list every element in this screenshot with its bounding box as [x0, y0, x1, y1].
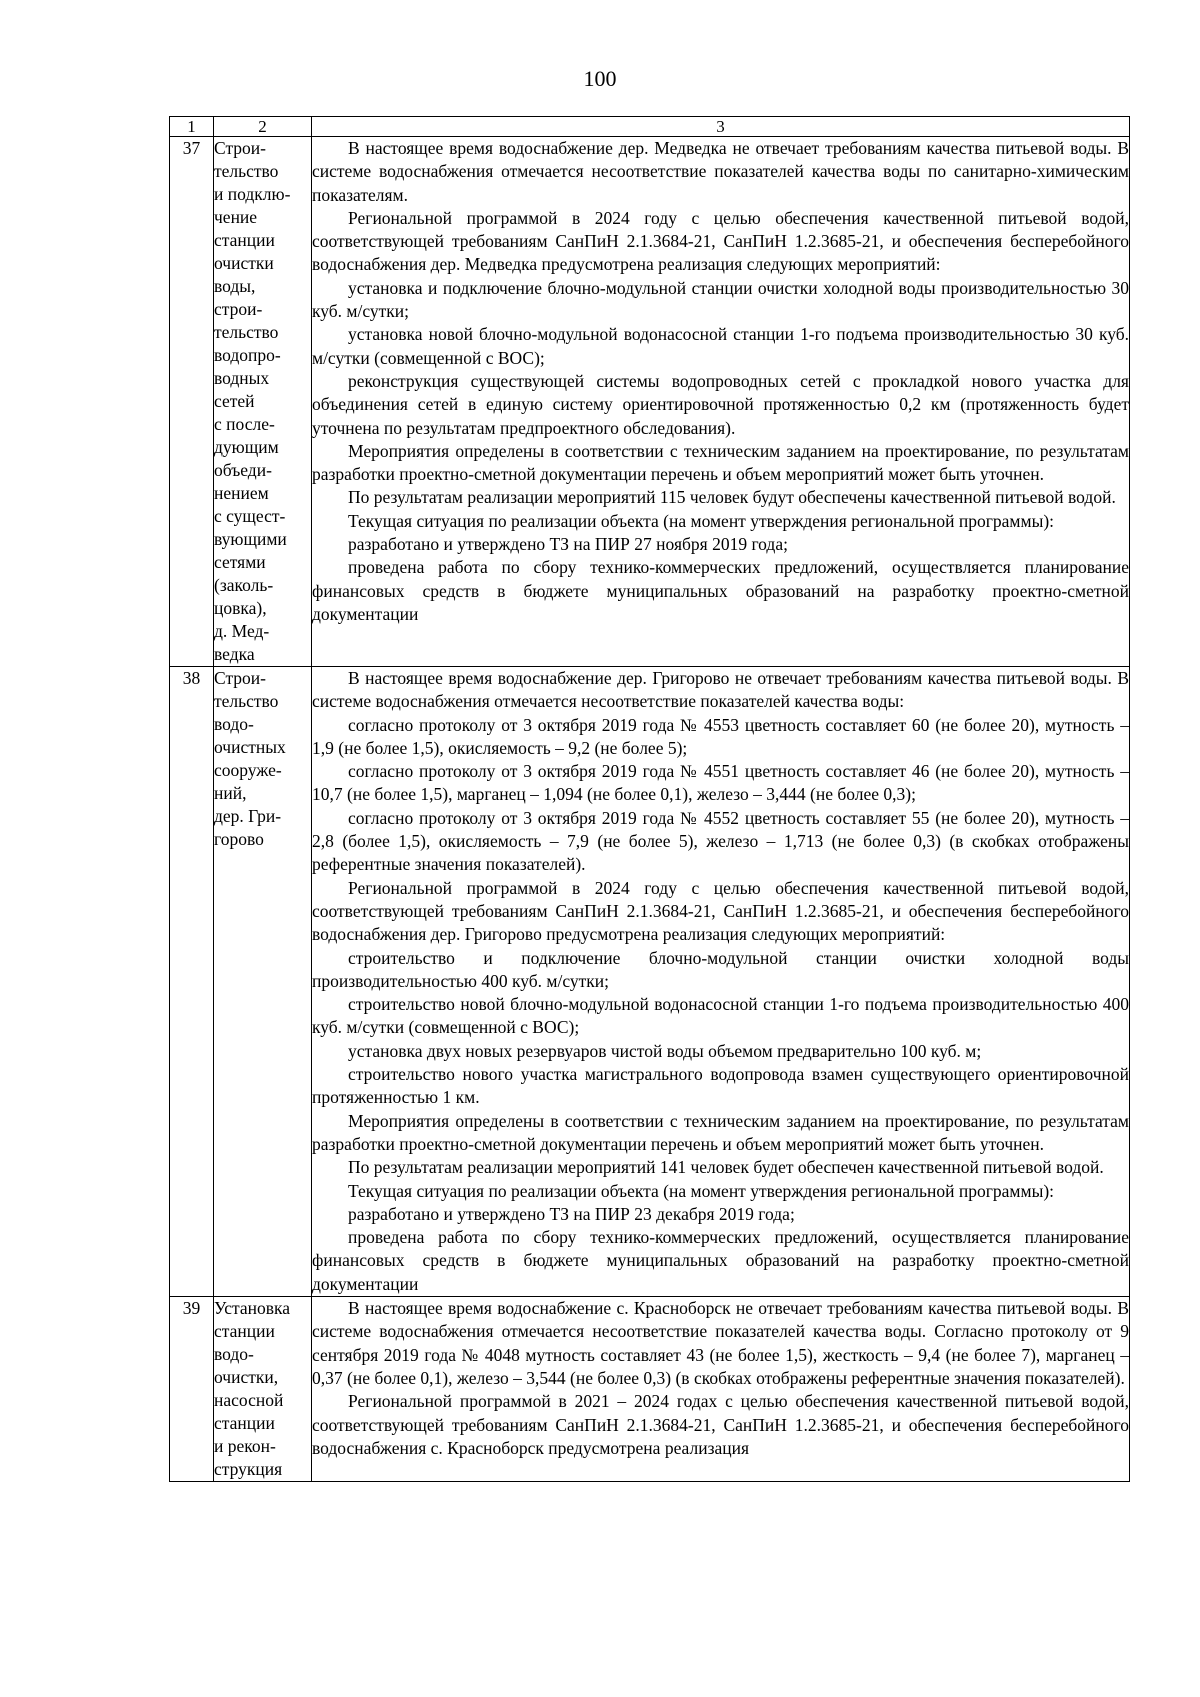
description-paragraph: установка новой блочно-модульной водонасосной станции 1-го подъема производительностью 30 куб. м/сутки (совмещенной с ВОС); [312, 324, 1129, 368]
object-name-line: и подклю- [214, 184, 291, 204]
object-name-cell [214, 667, 312, 1297]
object-name-line: с сущест- [214, 506, 286, 526]
program-table [169, 116, 1130, 1482]
description-paragraph: проведена работа по сбору технико-коммерческих предложений, осуществляется планирование финансовых средств в бюджете муниципальных образований на разработку проектно-сметной документации [312, 1227, 1129, 1294]
object-name-line: станции [214, 1321, 275, 1342]
description-paragraph: установка двух новых резервуаров чистой воды объемом предварительно 100 куб. м; [348, 1040, 982, 1061]
object-name-line: сооруже- [214, 760, 282, 780]
object-name-line: ний, [214, 783, 247, 803]
description-paragraph: В настоящее время водоснабжение дер. Григорово не отвечает требованиям качества питьевой воды. В системе водоснабжения отмечается несоответствие показателей качества воды: [312, 668, 1129, 712]
object-name-line: Установка [214, 1298, 291, 1319]
description-paragraph: Мероприятия определены в соответствии с техническим заданием на проектирование, по результатам разработки проектно-сметной документации перечень и объем мероприятий может быть уточнен. [312, 440, 1129, 485]
object-name-line: воды, [214, 276, 256, 296]
object-name-line: насосной [214, 1390, 284, 1411]
object-name-line: с после- [214, 414, 275, 434]
row-number: 38 [170, 667, 214, 1297]
object-name-line: и рекон- [214, 1436, 276, 1457]
object-name-line: объеди- [214, 460, 272, 480]
row-number: 37 [170, 137, 214, 667]
object-name-line: очистных [214, 737, 286, 757]
page-number: 100 [583, 66, 617, 91]
object-name-line: тельство [214, 161, 279, 181]
description-paragraph: Региональной программой в 2024 году с целью обеспечения качественной питьевой водой, соответствующей требованиям СанПиН 2.1.3684-21, СанПиН 1.2.3685-21, и обеспечения бесперебойного водоснабжения дер. Медведка предусмотрена реализация следующих мероприятий: [312, 207, 1129, 275]
column-header-3: 3 [312, 117, 1130, 137]
description-paragraph: Текущая ситуация по реализации объекта (на момент утверждения региональной программы): [348, 1180, 1055, 1201]
object-name-cell [214, 137, 312, 667]
description-paragraph: Региональной программой в 2021 – 2024 годах с целью обеспечения качественной питьевой водой, соответствующей требованиям СанПиН 2.1.3684-21, СанПиН 1.2.3685-21, и обеспечения бесперебойного водоснабжения с. Красноборск предусмотрена реализация [312, 1391, 1129, 1458]
description-paragraph: строительство новой блочно-модульной водонасосной станции 1-го подъема производительностью 400 куб. м/сутки (совмещенной с ВОС); [312, 994, 1129, 1038]
description-paragraph: разработано и утверждено ТЗ на ПИР 23 декабря 2019 года; [348, 1203, 795, 1224]
object-name-line: вующими [214, 529, 287, 549]
object-name-line: строи- [214, 299, 263, 319]
table-row [170, 137, 1130, 667]
description-paragraph: проведена работа по сбору технико-коммерческих предложений, осуществляется планирование финансовых средств в бюджете муниципальных образований на разработку проектно-сметной документации [312, 557, 1129, 624]
description-cell [312, 1297, 1130, 1482]
description-cell [312, 137, 1130, 667]
object-name-line: чение [214, 207, 258, 227]
column-header-1: 1 [170, 117, 214, 137]
table-row [170, 667, 1130, 1297]
object-name-line: дер. Гри- [214, 806, 282, 826]
object-name-line: водных [214, 368, 270, 388]
description-paragraph: согласно протоколу от 3 октября 2019 года № 4551 цветность составляет 46 (не более 20), мутность – 10,7 (не более 1,5), марганец – 1,094 (не более 0,1), железо – 3,444 (не более 0,3); [312, 761, 1129, 805]
object-name-line: станции [214, 1413, 275, 1434]
description-paragraph: Текущая ситуация по реализации объекта (на момент утверждения региональной программы): [348, 510, 1055, 531]
object-name-line: очистки [214, 253, 274, 273]
object-name-line: ведка [214, 644, 255, 664]
description-paragraph: Мероприятия определены в соответствии с техническим заданием на проектирование, по результатам разработки проектно-сметной документации перечень и объем мероприятий может быть уточнен. [312, 1110, 1129, 1154]
description-paragraph: разработано и утверждено ТЗ на ПИР 27 ноября 2019 года; [348, 534, 788, 555]
object-name-line: д. Мед- [214, 621, 270, 641]
object-name-line: водопро- [214, 345, 281, 365]
description-cell [312, 667, 1130, 1297]
object-name-line: водо- [214, 1344, 254, 1365]
description-paragraph: В настоящее время водоснабжение с. Красноборск не отвечает требованиям качества питьевой воды. В системе водоснабжения отмечается несоответствие показателей качества воды. Согласно протоколу от 9 сентября 2019 года № 4048 мутность составляет 43 (не более 1,5), жесткость – 9,4 (не более 7), марганец – 0,37 (не более 0,1), железо – 3,544 (не более 0,3) (в скобках отображены референтные значения показателей). [312, 1298, 1129, 1388]
description-paragraph: По результатам реализации мероприятий 115 человек будут обеспечены качественной питьевой водой. [348, 487, 1116, 508]
object-name-line: Строи- [214, 138, 266, 158]
description-paragraph: согласно протоколу от 3 октября 2019 года № 4552 цветность составляет 55 (не более 20), мутность – 2,8 (более 1,5), окисляемость – 7,9 (не более 5), железо – 1,713 (не более 0,3) (в скобках отображены референтные значения показателей). [312, 807, 1129, 875]
column-header-2: 2 [214, 117, 312, 137]
object-name-line: (заколь- [214, 575, 274, 595]
object-name-line: Строи- [214, 668, 266, 688]
description-paragraph: согласно протоколу от 3 октября 2019 года № 4553 цветность составляет 60 (не более 20), мутность – 1,9 (не более 1,5), окисляемость – 9,2 (не более 5); [312, 714, 1129, 758]
object-name-line: цовка), [214, 598, 267, 618]
description-paragraph: В настоящее время водоснабжение дер. Медведка не отвечает требованиям качества питьевой воды. В системе водоснабжения отмечается несоответствие показателей качества воды по санитарно-химическим показателям. [312, 138, 1129, 205]
object-name-line: станции [214, 230, 275, 250]
object-name-line: струкция [214, 1459, 283, 1480]
row-number: 39 [170, 1297, 214, 1482]
object-name-line: очистки, [214, 1367, 279, 1388]
table-header-row [170, 117, 1130, 137]
description-paragraph: Региональной программой в 2024 году с целью обеспечения качественной питьевой водой, соответствующей требованиям СанПиН 2.1.3684-21, СанПиН 1.2.3685-21, и обеспечения бесперебойного водоснабжения дер. Григорово предусмотрена реализация следующих мероприятий: [312, 877, 1129, 945]
object-name-line: дующим [214, 437, 279, 457]
description-paragraph: установка и подключение блочно-модульной станции очистки холодной воды производительностью 30 куб. м/сутки; [312, 277, 1129, 322]
object-name-line: водо- [214, 714, 254, 734]
object-name-line: сетей [214, 391, 255, 411]
object-name-line: сетями [214, 552, 266, 572]
object-name-line: горово [214, 829, 264, 849]
object-name-line: нением [214, 483, 269, 503]
object-name-line: тельство [214, 322, 279, 342]
table-row [170, 1297, 1130, 1482]
description-paragraph: реконструкция существующей системы водопроводных сетей с прокладкой нового участка для объединения сетей в единую систему ориентировочной протяженностью 0,2 км (протяженность будет уточнена по результатам предпроектного обследования). [312, 370, 1129, 438]
object-name-cell [214, 1297, 312, 1482]
description-paragraph: строительство нового участка магистрального водопровода взамен существующего ориентировочной протяженностью 1 км. [312, 1064, 1129, 1108]
description-paragraph: По результатам реализации мероприятий 141 человек будет обеспечен качественной питьевой водой. [348, 1157, 1104, 1178]
object-name-line: тельство [214, 691, 279, 711]
description-paragraph: строительство и подключение блочно-модульной станции очистки холодной воды производительностью 400 куб. м/сутки; [312, 947, 1129, 991]
